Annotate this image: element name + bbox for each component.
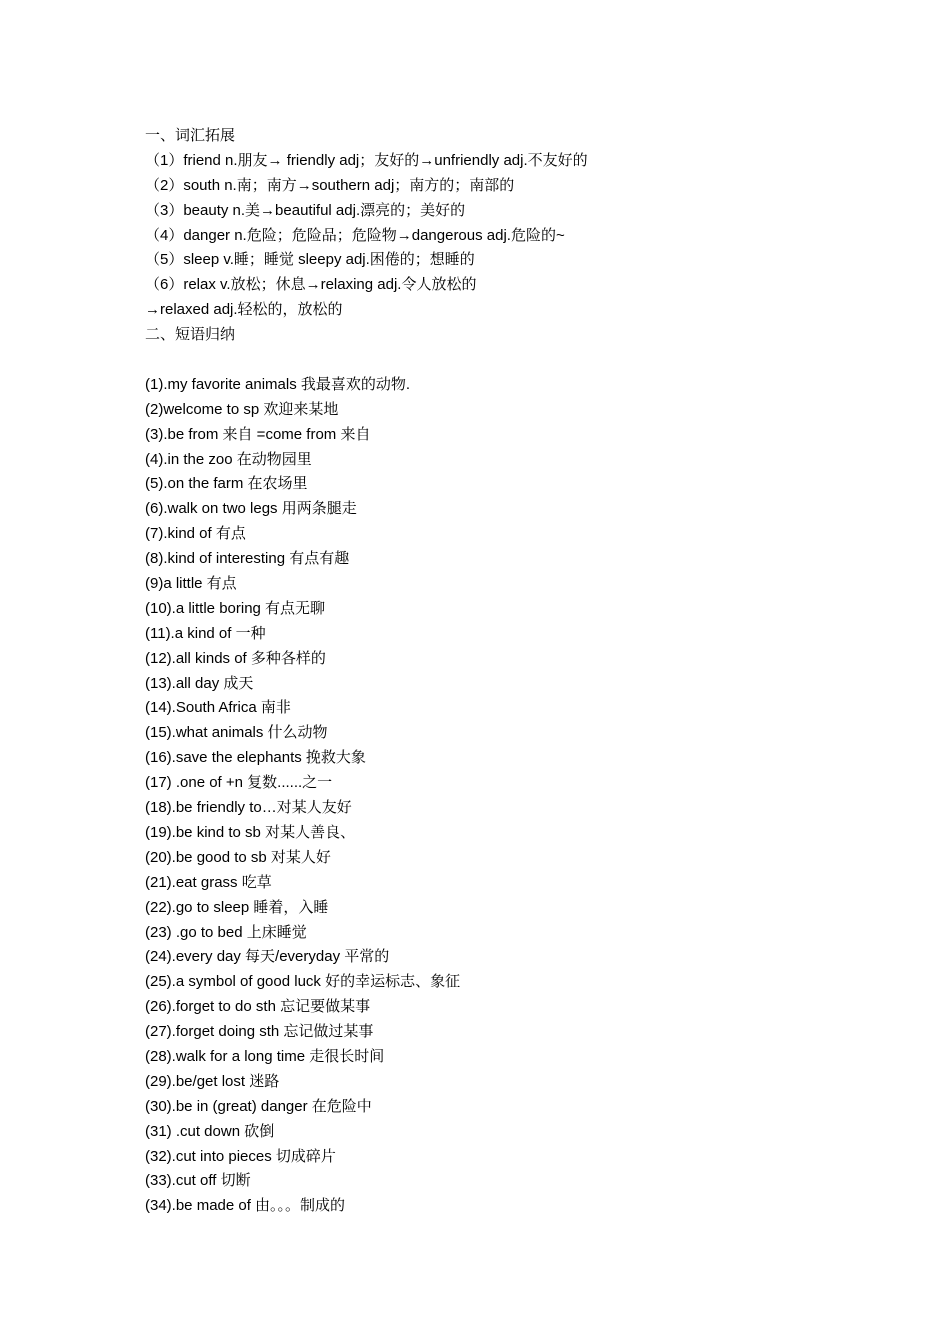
phrase-item: (6).walk on two legs 用两条腿走 xyxy=(145,500,357,518)
blank-line xyxy=(145,348,905,373)
vocab-item: →relaxed adj.轻松的，放松的 xyxy=(145,301,343,319)
phrase-item: (12).all kinds of 多种各样的 xyxy=(145,649,326,667)
phrase-item: (34).be made of 由。。。制成的 xyxy=(145,1197,346,1215)
phrase-item: (11).a kind of 一种 xyxy=(145,624,266,642)
vocab-item: （3）beauty n.美→beautiful adj.漂亮的；美好的 xyxy=(145,201,466,219)
phrase-item: (18).be friendly to…对某人友好 xyxy=(145,799,352,817)
phrase-item: (1).my favorite animals 我最喜欢的动物. xyxy=(145,375,411,393)
vocab-item: （6）relax v.放松；休息→relaxing adj.令人放松的 xyxy=(145,276,477,294)
phrase-item: (14).South Africa 南非 xyxy=(145,699,291,717)
phrase-item: (4).in the zoo 在动物园里 xyxy=(145,450,312,468)
phrase-item: (20).be good to sb 对某人好 xyxy=(145,848,331,866)
phrase-item: (29).be/get lost 迷路 xyxy=(145,1072,280,1090)
phrase-item: (16).save the elephants 挽救大象 xyxy=(145,749,366,767)
phrase-item: (27).forget doing sth 忘记做过某事 xyxy=(145,1023,374,1041)
vocab-item: （4）danger n.危险；危险品；危险物→dangerous adj.危险的~ xyxy=(145,226,565,244)
vocab-item: （2）south n.南；南方→southern adj；南方的；南部的 xyxy=(145,176,515,194)
phrase-item: (19).be kind to sb 对某人善良、 xyxy=(145,823,356,841)
phrase-item: (5).on the farm 在农场里 xyxy=(145,475,308,493)
phrase-item: (22).go to sleep 睡着，入睡 xyxy=(145,898,329,916)
phrase-item: (15).what animals 什么动物 xyxy=(145,724,328,742)
phrase-item: (30).be in (great) danger 在危险中 xyxy=(145,1097,372,1115)
phrase-item: (17) .one of +n 复数......之一 xyxy=(145,774,333,792)
phrase-item: (3).be from 来自 =come from 来自 xyxy=(145,425,371,443)
phrase-item: (2)welcome to sp 欢迎来某地 xyxy=(145,400,339,418)
phrase-item: (7).kind of 有点 xyxy=(145,525,246,543)
phrase-item: (28).walk for a long time 走很长时间 xyxy=(145,1047,385,1065)
phrase-item: (33).cut off 切断 xyxy=(145,1172,251,1190)
phrase-item: (8).kind of interesting 有点有趣 xyxy=(145,550,350,568)
section-heading-phrases: 二、短语归纳 xyxy=(145,326,236,344)
vocab-item: （1）friend n.朋友→ friendly adj；友好的→unfriendly adj.不友好的 xyxy=(145,151,588,169)
document-content xyxy=(145,124,905,1219)
phrase-item: (13).all day 成天 xyxy=(145,674,254,692)
vocab-item: （5）sleep v.睡；睡觉 sleepy adj.困倦的；想睡的 xyxy=(145,251,475,269)
phrase-item: (31) .cut down 砍倒 xyxy=(145,1122,275,1140)
phrase-item: (26).forget to do sth 忘记要做某事 xyxy=(145,998,371,1016)
section-heading-vocabulary: 一、词汇拓展 xyxy=(145,127,236,144)
phrase-item: (21).eat grass 吃草 xyxy=(145,873,272,891)
phrase-item: (24).every day 每天/everyday 平常的 xyxy=(145,948,390,966)
phrase-item: (10).a little boring 有点无聊 xyxy=(145,599,326,617)
phrase-item: (9)a little 有点 xyxy=(145,575,237,593)
phrase-item: (25).a symbol of good luck 好的幸运标志、象征 xyxy=(145,973,461,991)
phrase-item: (23) .go to bed 上床睡觉 xyxy=(145,923,307,941)
phrase-item: (32).cut into pieces 切成碎片 xyxy=(145,1147,336,1165)
